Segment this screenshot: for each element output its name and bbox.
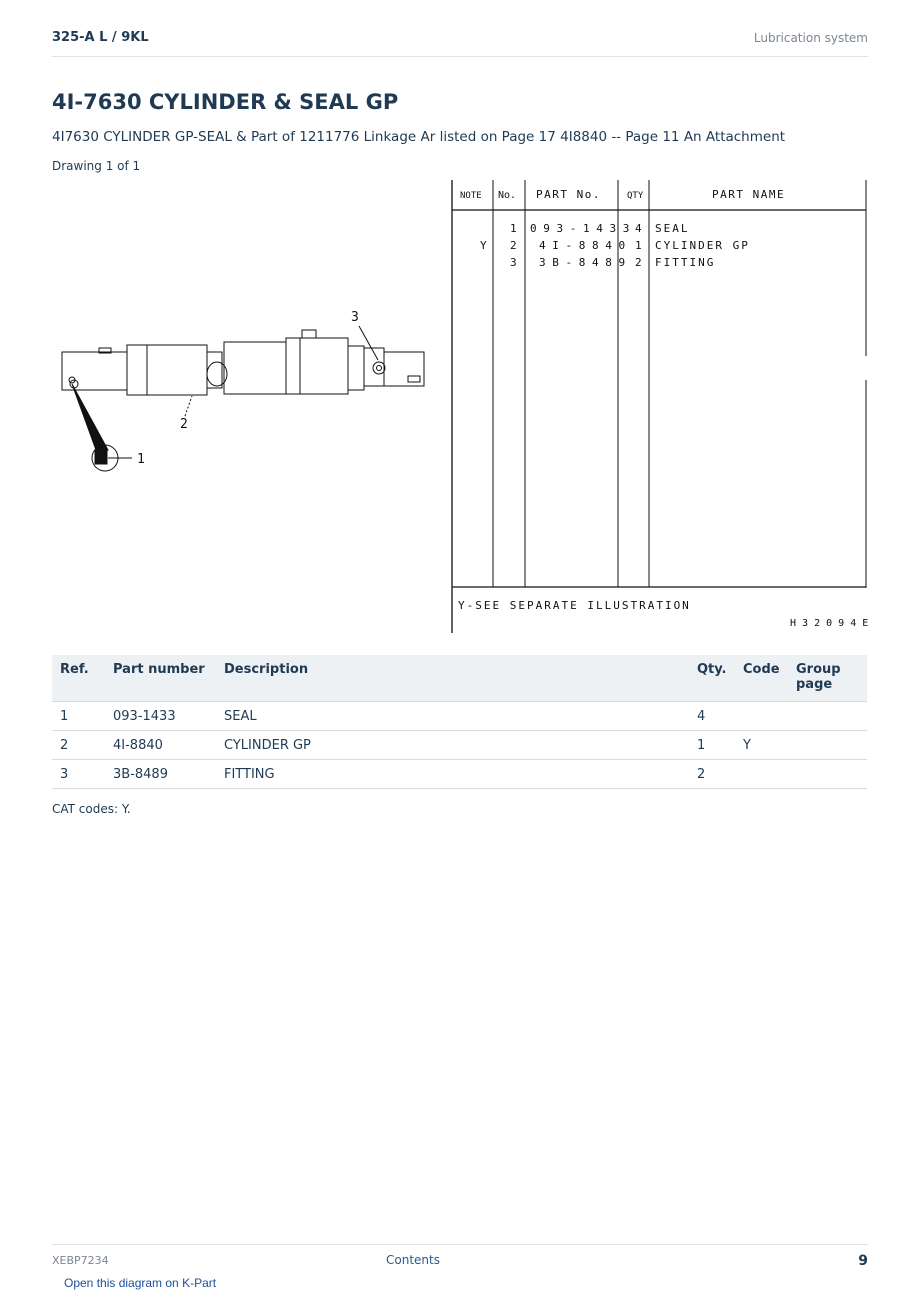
page-title: 4I-7630 CYLINDER & SEAL GP: [52, 90, 399, 114]
callout-1: 1: [137, 452, 145, 467]
cell-description: SEAL: [216, 702, 689, 731]
cell-description: CYLINDER GP: [216, 731, 689, 760]
kpart-diagram-link[interactable]: Open this diagram on K-Part: [64, 1276, 217, 1290]
cell-code: [735, 702, 788, 731]
cell-ref: 2: [52, 731, 105, 760]
cell-qty: 4: [689, 702, 735, 731]
cell-part-number: 4I-8840: [105, 731, 216, 760]
doc-id: XEBP7234: [52, 1254, 109, 1267]
scan-row-2-qty: 1: [635, 239, 642, 252]
page-header: [52, 28, 868, 57]
scan-row-2-note: Y: [480, 239, 487, 252]
header-part-number: Part number: [105, 655, 216, 702]
section-label: Lubrication system: [753, 31, 868, 45]
scan-row-3-name: FITTING: [655, 256, 716, 269]
cell-code: Y: [735, 731, 788, 760]
page-number: 9: [858, 1253, 868, 1269]
cell-description: FITTING: [216, 760, 689, 789]
cell-part-number: 093-1433: [105, 702, 216, 731]
scan-header-part-name: PART NAME: [712, 188, 786, 201]
scan-row-1-name: SEAL: [655, 222, 690, 235]
table-row: [52, 731, 867, 760]
cell-part-number: 3B-8489: [105, 760, 216, 789]
callout-2: 2: [180, 417, 188, 432]
header-ref: Ref.: [52, 655, 105, 702]
scan-row-3-qty: 2: [635, 256, 642, 269]
cat-codes-note: CAT codes: Y.: [52, 802, 131, 816]
cell-group-page: [788, 702, 867, 731]
scan-row-3-part-no: 3 B - 8 4 8 9: [539, 256, 626, 269]
scan-row-3-no: 3: [510, 256, 517, 269]
scan-header-qty: QTY: [627, 191, 644, 201]
header-code: Code: [735, 655, 788, 702]
scan-row-2-part-no: 4 I - 8 8 4 0: [539, 239, 626, 252]
parts-diagram: [52, 180, 868, 636]
page-footer: [52, 1244, 868, 1275]
scan-header-note: NOTE: [460, 191, 482, 201]
cell-ref: 3: [52, 760, 105, 789]
scan-footnote: Y-SEE SEPARATE ILLUSTRATION: [458, 599, 691, 612]
table-row: [52, 702, 867, 731]
cell-ref: 1: [52, 702, 105, 731]
header-group-page: Group page: [788, 655, 867, 702]
header-description: Description: [216, 655, 689, 702]
scan-header-no: No.: [498, 190, 517, 201]
callout-3: 3: [351, 310, 359, 325]
scan-row-1-qty: 4: [635, 222, 642, 235]
cell-qty: 1: [689, 731, 735, 760]
drawing-label: Drawing 1 of 1: [52, 159, 141, 173]
cell-code: [735, 760, 788, 789]
parts-table-header-row: [52, 655, 867, 702]
model-label: 325-A L / 9KL: [52, 30, 149, 45]
page-subtitle: 4I7630 CYLINDER GP-SEAL & Part of 1211776 Linkage Ar listed on Page 17 4I8840 -- Page 11 An Attachment: [52, 129, 786, 145]
header-qty: Qty.: [689, 655, 735, 702]
scan-row-1-part-no: 0 9 3 - 1 4 3 3: [530, 222, 630, 235]
cell-group-page: [788, 760, 867, 789]
scan-row-2-no: 2: [510, 239, 517, 252]
cell-qty: 2: [689, 760, 735, 789]
table-row: [52, 760, 867, 789]
scan-row-2-name: CYLINDER GP: [655, 239, 750, 252]
scan-row-1-no: 1: [510, 222, 517, 235]
parts-table: [52, 655, 867, 789]
cell-group-page: [788, 731, 867, 760]
cylinder-illustration: [62, 326, 424, 471]
scan-drawing-code: H 3 2 0 9 4 E: [790, 618, 868, 629]
contents-link[interactable]: Contents: [386, 1253, 440, 1267]
scan-header-part-no: PART No.: [536, 188, 601, 201]
